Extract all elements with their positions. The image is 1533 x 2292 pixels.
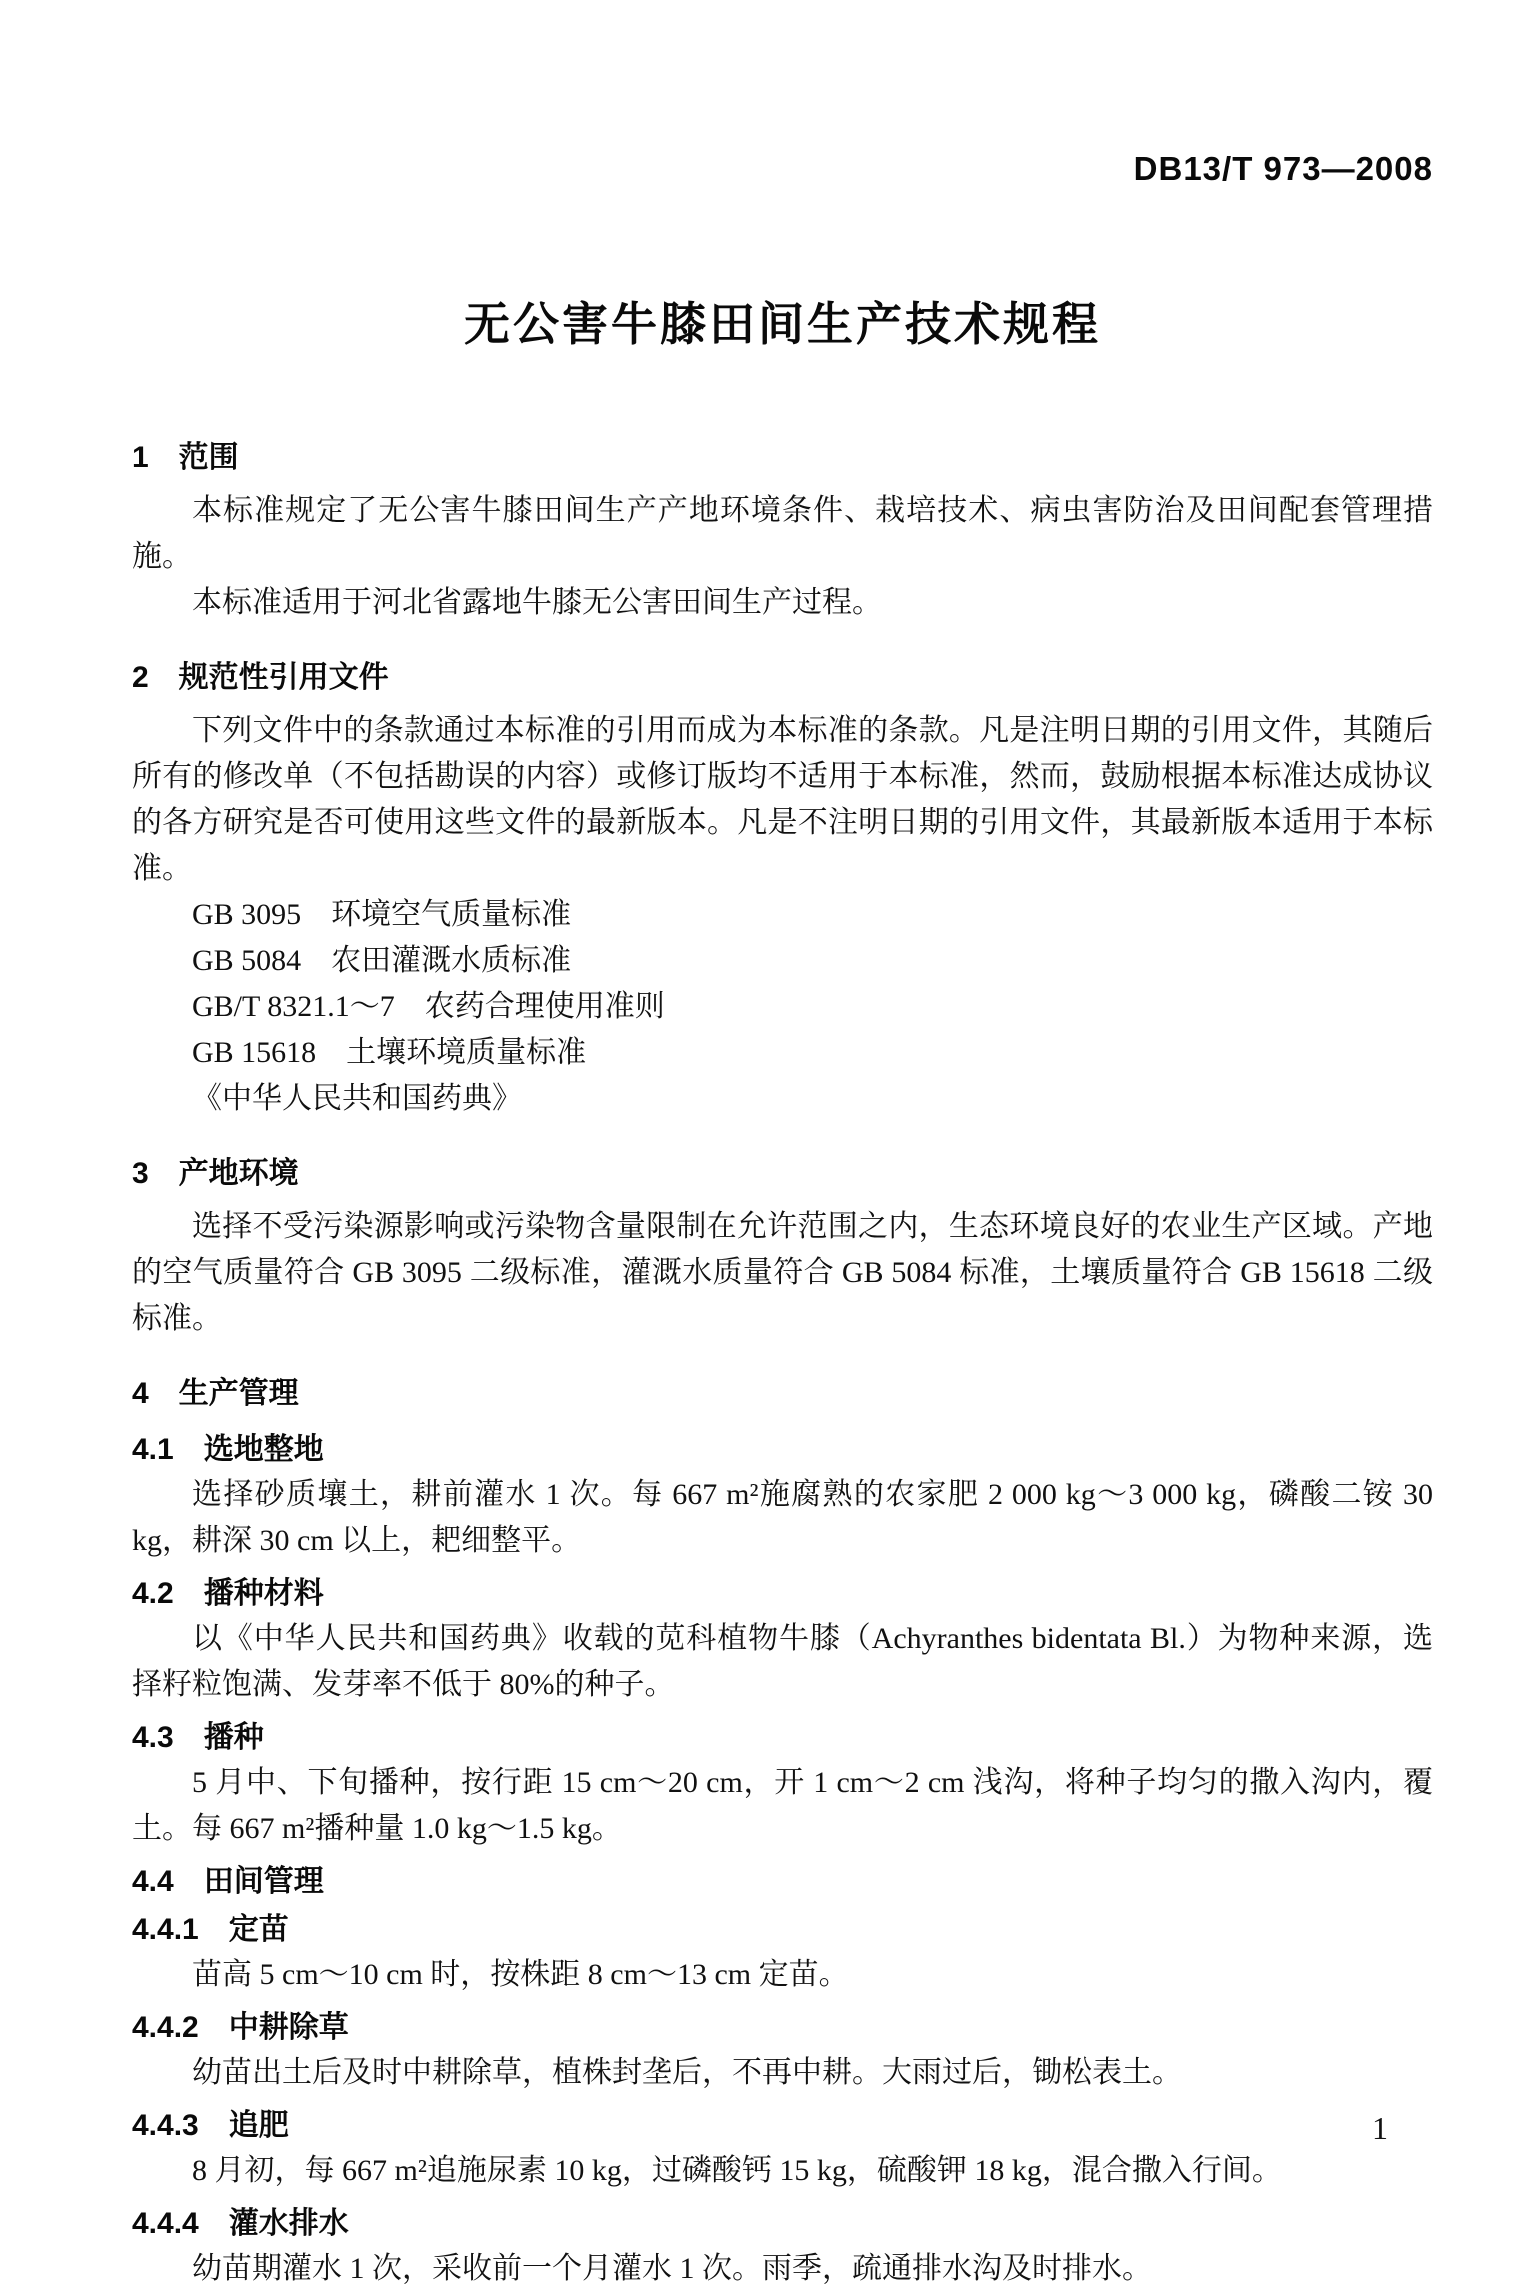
paragraph: 选择不受污染源影响或污染物含量限制在允许范围之内，生态环境良好的农业生产区域。产地的空气质量符合 GB 3095 二级标准，灌溉水质量符合 GB 5084 标准，土壤质量符合 GB 15618 二级标准。 <box>132 1210 1433 1335</box>
paragraph: 选择砂质壤土，耕前灌水 1 次。每 667 m²施腐熟的农家肥 2 000 kg～3 000 kg，磷酸二铵 30 kg，耕深 30 cm 以上，耙细整平。 <box>132 1478 1433 1557</box>
paragraph: 本标准规定了无公害牛膝田间生产产地环境条件、栽培技术、病虫害防治及田间配套管理措施。 <box>132 494 1433 573</box>
reference-item: GB 5084 农田灌溉水质标准 <box>192 944 572 977</box>
section-3-heading: 3 产地环境 <box>132 1157 299 1190</box>
paragraph: 本标准适用于河北省露地牛膝无公害田间生产过程。 <box>192 586 882 619</box>
reference-item: GB/T 8321.1～7 农药合理使用准则 <box>192 990 665 1023</box>
reference-item: GB 3095 环境空气质量标准 <box>192 898 572 931</box>
section-4-heading: 4 生产管理 <box>132 1377 299 1410</box>
paragraph: 下列文件中的条款通过本标准的引用而成为本标准的条款。凡是注明日期的引用文件，其随后所有的修改单（不包括勘误的内容）或修订版均不适用于本标准，然而，鼓励根据本标准达成协议的各方研究是否可使用这些文件的最新版本。凡是不注明日期的引用文件，其最新版本适用于本标准。 <box>132 714 1433 885</box>
section-4-4-1-heading: 4.4.1 定苗 <box>132 1913 289 1946</box>
paragraph: 幼苗期灌水 1 次，采收前一个月灌水 1 次。雨季，疏通排水沟及时排水。 <box>192 2252 1152 2285</box>
section-2-heading: 2 规范性引用文件 <box>132 661 389 694</box>
section-4-3-heading: 4.3 播种 <box>132 1721 264 1754</box>
paragraph: 8 月初，每 667 m²追施尿素 10 kg，过磷酸钙 15 kg，硫酸钾 18 kg，混合撒入行间。 <box>192 2154 1282 2187</box>
paragraph: 苗高 5 cm～10 cm 时，按株距 8 cm～13 cm 定苗。 <box>192 1958 849 1991</box>
document-title: 无公害牛膝田间生产技术规程 <box>464 298 1101 350</box>
paragraph: 5 月中、下旬播种，按行距 15 cm～20 cm，开 1 cm～2 cm 浅沟，将种子均匀的撒入沟内，覆土。每 667 m²播种量 1.0 kg～1.5 kg。 <box>132 1766 1433 1845</box>
section-4-4-3-heading: 4.4.3 追肥 <box>132 2109 289 2142</box>
section-1-heading: 1 范围 <box>132 441 239 474</box>
paragraph: 幼苗出土后及时中耕除草，植株封垄后，不再中耕。大雨过后，锄松表土。 <box>192 2056 1182 2089</box>
section-4-4-2-heading: 4.4.2 中耕除草 <box>132 2011 349 2044</box>
section-4-2-heading: 4.2 播种材料 <box>132 1577 324 1610</box>
section-4-4-heading: 4.4 田间管理 <box>132 1865 324 1898</box>
section-4-4-4-heading: 4.4.4 灌水排水 <box>132 2207 349 2240</box>
reference-item: GB 15618 土壤环境质量标准 <box>192 1036 587 1069</box>
paragraph: 以《中华人民共和国药典》收载的苋科植物牛膝（Achyranthes bidentata Bl.）为物种来源，选择籽粒饱满、发芽率不低于 80%的种子。 <box>132 1622 1433 1701</box>
reference-item: 《中华人民共和国药典》 <box>192 1082 522 1115</box>
section-4-1-heading: 4.1 选地整地 <box>132 1433 324 1466</box>
doc-code: DB13/T 973—2008 <box>1133 150 1433 187</box>
page-number: 1 <box>1372 2110 1388 2146</box>
